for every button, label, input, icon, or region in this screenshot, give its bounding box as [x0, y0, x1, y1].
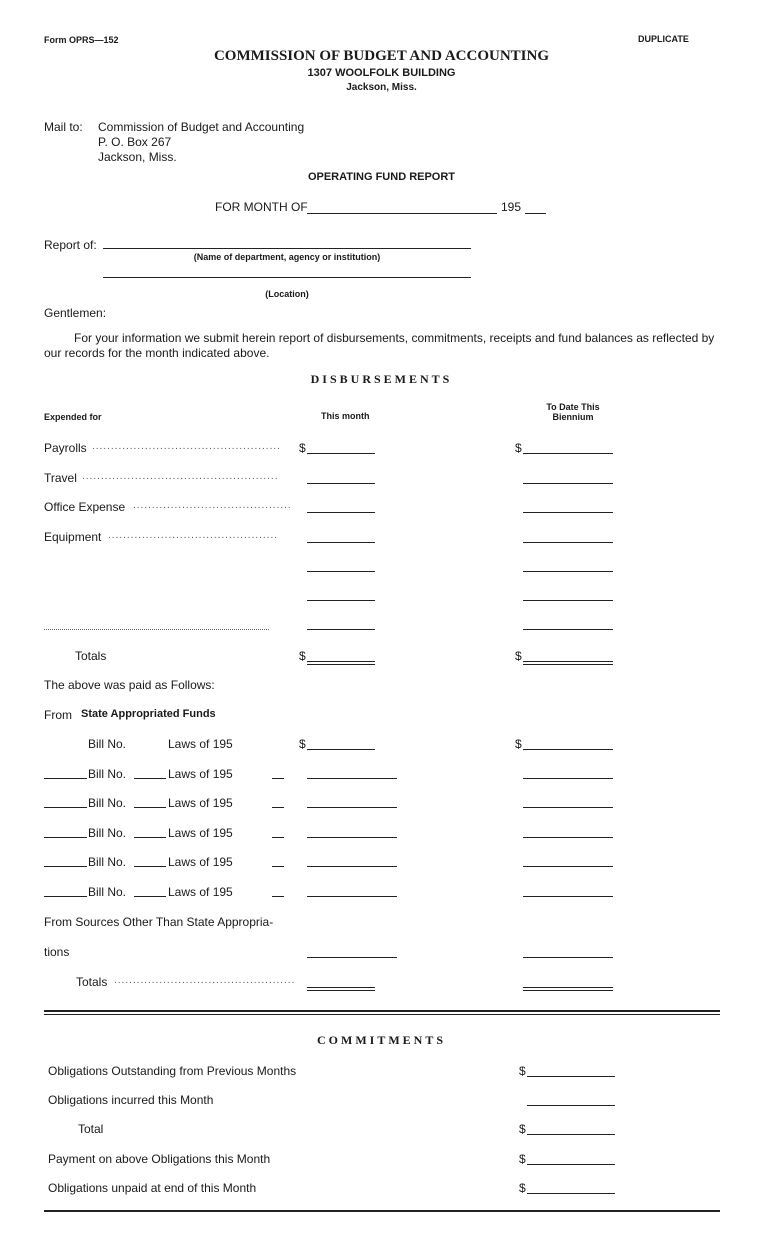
row-office-expense-label: Office Expense: [44, 500, 126, 514]
bill-no-label: Bill No.: [88, 796, 127, 810]
totals-line: [523, 987, 613, 988]
month-value: [307, 200, 497, 214]
totals-double-line: [523, 664, 613, 665]
year-line: [272, 807, 284, 808]
totals-label: Totals: [75, 649, 107, 663]
leader-dots: ....................................................: [82, 471, 279, 482]
mail-to-label: Mail to:: [44, 120, 83, 134]
bill-chamber-line: [44, 778, 87, 779]
dollar-sign: $: [299, 441, 306, 455]
section-divider: [44, 1014, 720, 1015]
amount-line: [307, 749, 375, 750]
amount-line: [307, 837, 397, 838]
amount-line: [307, 778, 397, 779]
amount-line: [523, 837, 613, 838]
bill-no-label: Bill No.: [88, 885, 127, 899]
bill-no-label: Bill No.: [88, 767, 127, 781]
paid-as-follows: The above was paid as Follows:: [44, 678, 215, 692]
amount-line: [523, 483, 613, 484]
salutation: Gentlemen:: [44, 306, 107, 320]
amount-line: [307, 571, 375, 572]
state-funds-label: State Appropriated Funds: [81, 708, 216, 720]
disbursements-title: DISBURSEMENTS: [310, 372, 453, 386]
bill-chamber-line: [44, 837, 87, 838]
laws-of-label: Laws of 195: [168, 737, 233, 751]
bill-number-line: [134, 807, 166, 808]
dollar-sign: $: [515, 649, 522, 663]
amount-line: [307, 600, 375, 601]
amount-line: [523, 778, 613, 779]
commit-row-payment: Payment on above Obligations this Month: [48, 1152, 271, 1166]
intro-paragraph: For your information we submit herein report of disbursements, commitments, receipts and fund balances as reflected by our records for the month indicated above.: [44, 331, 715, 360]
amount-line: [307, 629, 375, 630]
amount-line: [307, 957, 397, 958]
amount-line: [527, 1076, 615, 1077]
from-label: From: [44, 708, 72, 722]
org-title: COMMISSION OF BUDGET AND ACCOUNTING: [213, 48, 550, 64]
dollar-sign: $: [299, 649, 306, 663]
bill-chamber-line: [44, 807, 87, 808]
commit-row-outstanding: Obligations Outstanding from Previous Months: [48, 1064, 297, 1078]
amount-line: [527, 1164, 615, 1165]
amount-line: [523, 866, 613, 867]
mail-line-3: Jackson, Miss.: [98, 150, 177, 164]
amount-line: [527, 1134, 615, 1135]
report-title: OPERATING FUND REPORT: [307, 171, 456, 183]
blank-row-line: [44, 629, 269, 630]
row-travel-label: Travel: [44, 471, 77, 485]
report-of-label: Report of:: [44, 238, 97, 252]
col-this-month: This month: [321, 411, 370, 421]
leader-dots: ................................................: [114, 975, 296, 986]
col-to-date: To Date This Biennium: [546, 402, 600, 422]
amount-line: [307, 866, 397, 867]
mail-line-1: Commission of Budget and Accounting: [98, 120, 305, 134]
section-divider: [44, 1010, 720, 1012]
laws-of-label: Laws of 195: [168, 767, 233, 781]
amount-line: [523, 749, 613, 750]
amount-line: [307, 807, 397, 808]
totals-line: [523, 661, 613, 662]
amount-line: [523, 896, 613, 897]
leader-dots: ..................................................: [92, 441, 281, 452]
amount-line: [523, 957, 613, 958]
year-line: [272, 896, 284, 897]
amount-line: [523, 453, 613, 454]
org-building: 1307 WOOLFOLK BUILDING: [307, 67, 456, 79]
amount-line: [523, 542, 613, 543]
year-prefix: 195: [501, 200, 522, 214]
totals-double-line: [523, 990, 613, 991]
amount-line: [307, 453, 375, 454]
year-line: [272, 866, 284, 867]
copy-label: DUPLICATE: [638, 34, 689, 44]
amount-line: [307, 542, 375, 543]
name-caption: (Name of department, agency or institution): [193, 252, 381, 262]
bill-number-line: [134, 896, 166, 897]
year-line: [525, 213, 546, 214]
bill-number-line: [134, 778, 166, 779]
amount-line: [523, 571, 613, 572]
dollar-sign: $: [519, 1122, 526, 1136]
bill-no-label: Bill No.: [88, 737, 127, 751]
other-sources-label: From Sources Other Than State Appropria-: [44, 915, 274, 929]
dollar-sign: $: [519, 1064, 526, 1078]
amount-line: [307, 896, 397, 897]
leader-dots: .............................................: [108, 530, 279, 541]
laws-of-label: Laws of 195: [168, 796, 233, 810]
dollar-sign: $: [515, 737, 522, 751]
dollar-sign: $: [519, 1152, 526, 1166]
laws-of-label: Laws of 195: [168, 826, 233, 840]
amount-line: [523, 512, 613, 513]
bill-chamber-line: [44, 896, 87, 897]
totals-line: [307, 987, 375, 988]
leader-dots: ..........................................: [133, 500, 292, 511]
location-caption: (Location): [265, 289, 309, 299]
col-expended-for: Expended for: [44, 412, 102, 422]
bill-no-label: Bill No.: [88, 855, 127, 869]
amount-line: [307, 483, 375, 484]
year-line: [272, 837, 284, 838]
amount-line: [523, 629, 613, 630]
commit-row-unpaid: Obligations unpaid at end of this Month: [48, 1181, 257, 1195]
bill-chamber-line: [44, 866, 87, 867]
row-payrolls-label: Payrolls: [44, 441, 87, 455]
laws-of-label: Laws of 195: [168, 855, 233, 869]
report-of-value: [103, 234, 471, 249]
amount-line: [523, 807, 613, 808]
totals-double-line: [307, 990, 375, 991]
amount-line: [527, 1105, 615, 1106]
totals-double-line: [307, 664, 375, 665]
bill-number-line: [134, 866, 166, 867]
amount-line: [307, 512, 375, 513]
commit-row-incurred: Obligations incurred this Month: [48, 1093, 214, 1107]
location-value: [103, 262, 471, 278]
laws-of-label: Laws of 195: [168, 885, 233, 899]
bill-no-label: Bill No.: [88, 826, 127, 840]
dollar-sign: $: [299, 737, 306, 751]
mail-line-2: P. O. Box 267: [98, 135, 172, 149]
org-city: Jackson, Miss.: [346, 82, 417, 93]
totals-line: [307, 661, 375, 662]
row-equipment-label: Equipment: [44, 530, 102, 544]
amount-line: [527, 1193, 615, 1194]
other-sources-label-2: tions: [44, 945, 70, 959]
final-totals-label: Totals: [76, 975, 108, 989]
bottom-divider: [44, 1210, 720, 1212]
for-month-label: FOR MONTH OF: [215, 200, 308, 214]
amount-line: [523, 600, 613, 601]
commitments-title: COMMITMENTS: [317, 1033, 446, 1047]
dollar-sign: $: [519, 1181, 526, 1195]
bill-number-line: [134, 837, 166, 838]
dollar-sign: $: [515, 441, 522, 455]
year-line: [272, 778, 284, 779]
commit-row-total: Total: [78, 1122, 104, 1136]
form-number: Form OPRS—152: [44, 35, 119, 45]
